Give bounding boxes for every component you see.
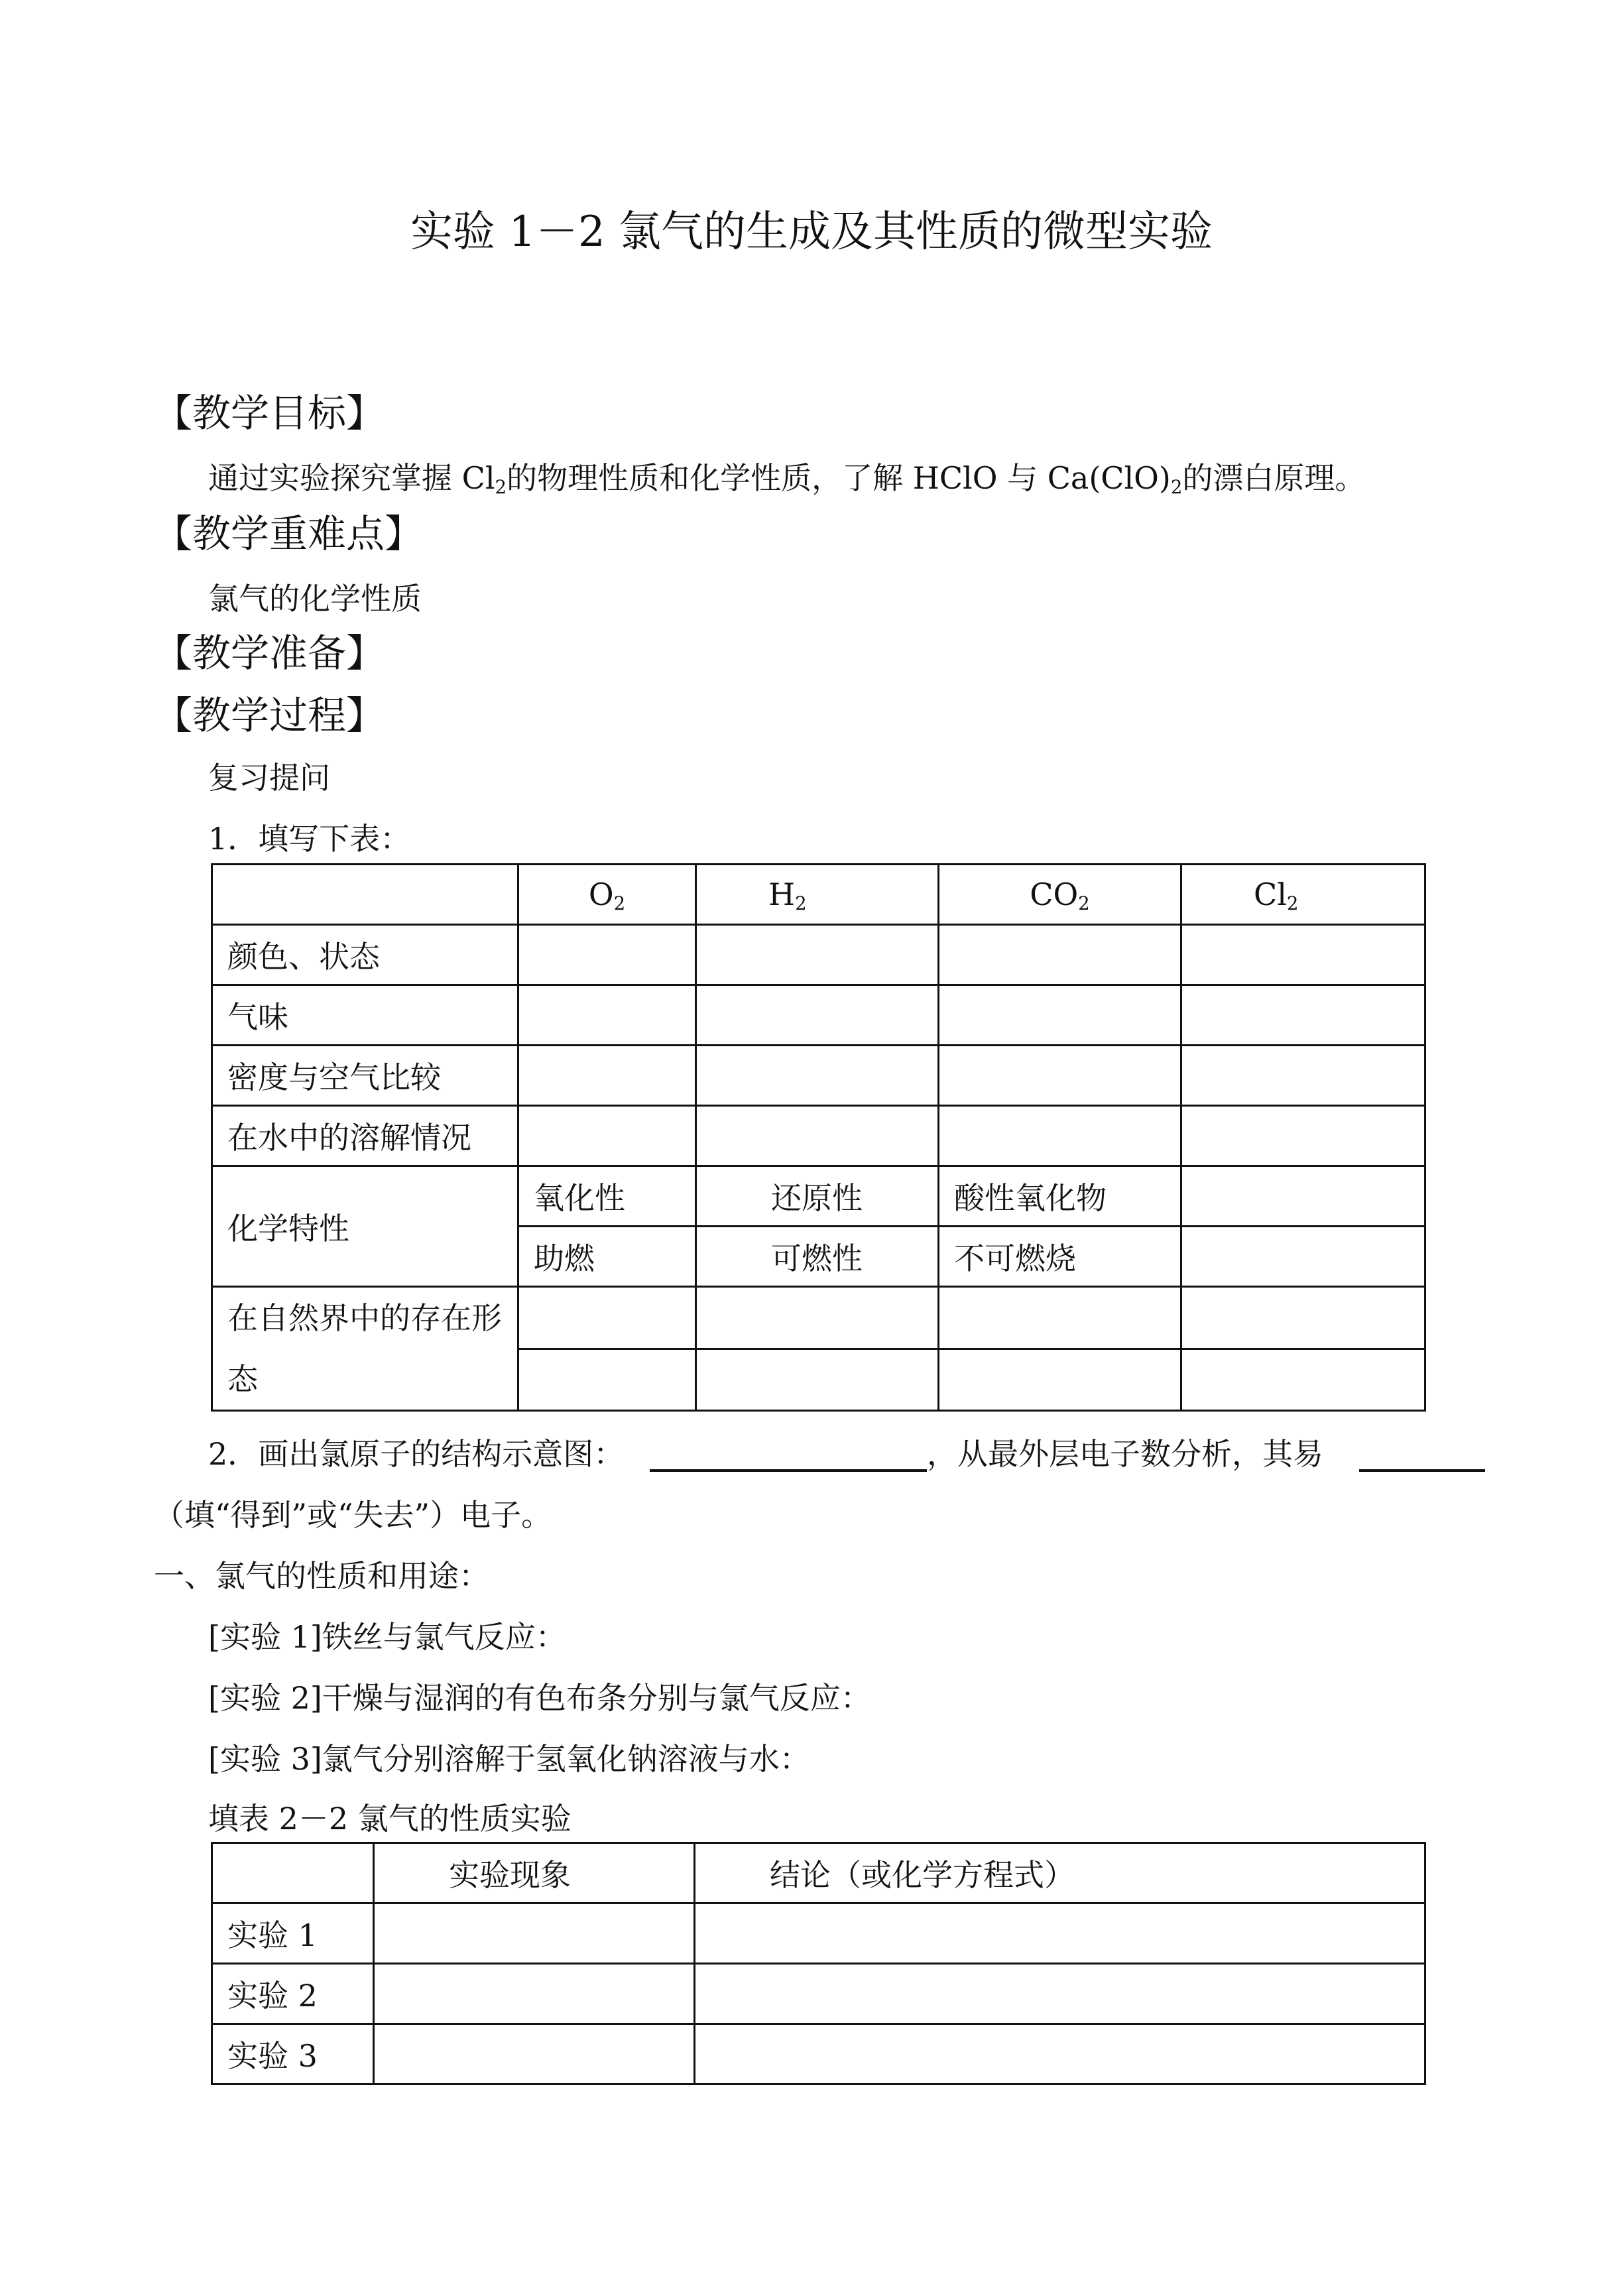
review-label: 复习提问 bbox=[208, 760, 330, 796]
row-label: 颜色、状态 bbox=[212, 925, 518, 985]
table-row bbox=[212, 1903, 1425, 1964]
process-heading: 【教学过程】 bbox=[154, 693, 385, 738]
header-o2: $O_2$ bbox=[518, 865, 696, 925]
table-row bbox=[212, 1287, 1425, 1349]
experiment-2: [实验 2]干燥与湿润的有色布条分别与氯气反应： bbox=[208, 1680, 871, 1716]
row-label: 实验 3 bbox=[212, 2024, 374, 2085]
row-label: 实验 1 bbox=[212, 1903, 374, 1964]
question-2-part1: 2．画出氯原子的结构示意图： bbox=[208, 1436, 625, 1472]
header-h2: $H_2$ bbox=[696, 865, 939, 925]
row-label: 实验 2 bbox=[212, 1964, 374, 2024]
preparation-heading: 【教学准备】 bbox=[154, 631, 385, 676]
row-label: 密度与空气比较 bbox=[212, 1046, 518, 1106]
experiment-table bbox=[211, 1842, 1426, 2085]
question-2-part3: （填“得到”或“失去”）电子。 bbox=[154, 1497, 552, 1533]
header-co2: $CO_2$ bbox=[939, 865, 1181, 925]
structure-blank[interactable] bbox=[650, 1469, 927, 1472]
page-title: 实验 1－2 氯气的生成及其性质的微型实验 bbox=[410, 208, 1213, 257]
table-cell: 可燃性 bbox=[696, 1227, 939, 1287]
table-row bbox=[212, 1106, 1425, 1166]
key-points-text: 氯气的化学性质 bbox=[208, 581, 422, 617]
key-points-heading: 【教学重难点】 bbox=[154, 511, 424, 556]
table-cell: 氧化性 bbox=[518, 1166, 696, 1227]
table-cell: 助燃 bbox=[518, 1227, 696, 1287]
table-row bbox=[212, 1964, 1425, 2024]
question-1: 1．填写下表： bbox=[208, 821, 411, 857]
section1-heading: 一、氯气的性质和用途： bbox=[154, 1558, 489, 1594]
table-row bbox=[212, 985, 1425, 1046]
row-label: 在自然界中的存在形态 bbox=[212, 1287, 518, 1411]
row-label: 在水中的溶解情况 bbox=[212, 1106, 518, 1166]
table-cell: 酸性氧化物 bbox=[939, 1166, 1181, 1227]
table-caption: 填表 2－2 氯气的性质实验 bbox=[208, 1801, 571, 1837]
question-2-part2: ，从最外层电子数分析，其易 bbox=[927, 1436, 1323, 1472]
table-row bbox=[212, 2024, 1425, 2085]
table-row bbox=[212, 925, 1425, 985]
experiment-1: [实验 1]铁丝与氯气反应： bbox=[208, 1619, 566, 1655]
header-conclusion: 结论（或化学方程式） bbox=[695, 1843, 1425, 1903]
electron-blank[interactable] bbox=[1359, 1469, 1485, 1472]
row-label: 化学特性 bbox=[212, 1166, 518, 1287]
table-row bbox=[212, 1166, 1425, 1227]
row-label: 气味 bbox=[212, 985, 518, 1046]
table-cell: 不可燃烧 bbox=[939, 1227, 1181, 1287]
header-phenomenon: 实验现象 bbox=[374, 1843, 695, 1903]
header-cl2: $Cl_2$ bbox=[1181, 865, 1425, 925]
gas-properties-table bbox=[211, 863, 1426, 1412]
experiment-3: [实验 3]氯气分别溶解于氢氧化钠溶液与水： bbox=[208, 1741, 810, 1777]
objective-heading: 【教学目标】 bbox=[154, 391, 385, 436]
objective-text: 通过实验探究掌握 $Cl_2$的物理性质和化学性质，了解 HClO 与 $Ca(ClO)_2$的漂白原理。 bbox=[208, 460, 1366, 498]
table-cell: 还原性 bbox=[696, 1166, 939, 1227]
table-row bbox=[212, 1046, 1425, 1106]
